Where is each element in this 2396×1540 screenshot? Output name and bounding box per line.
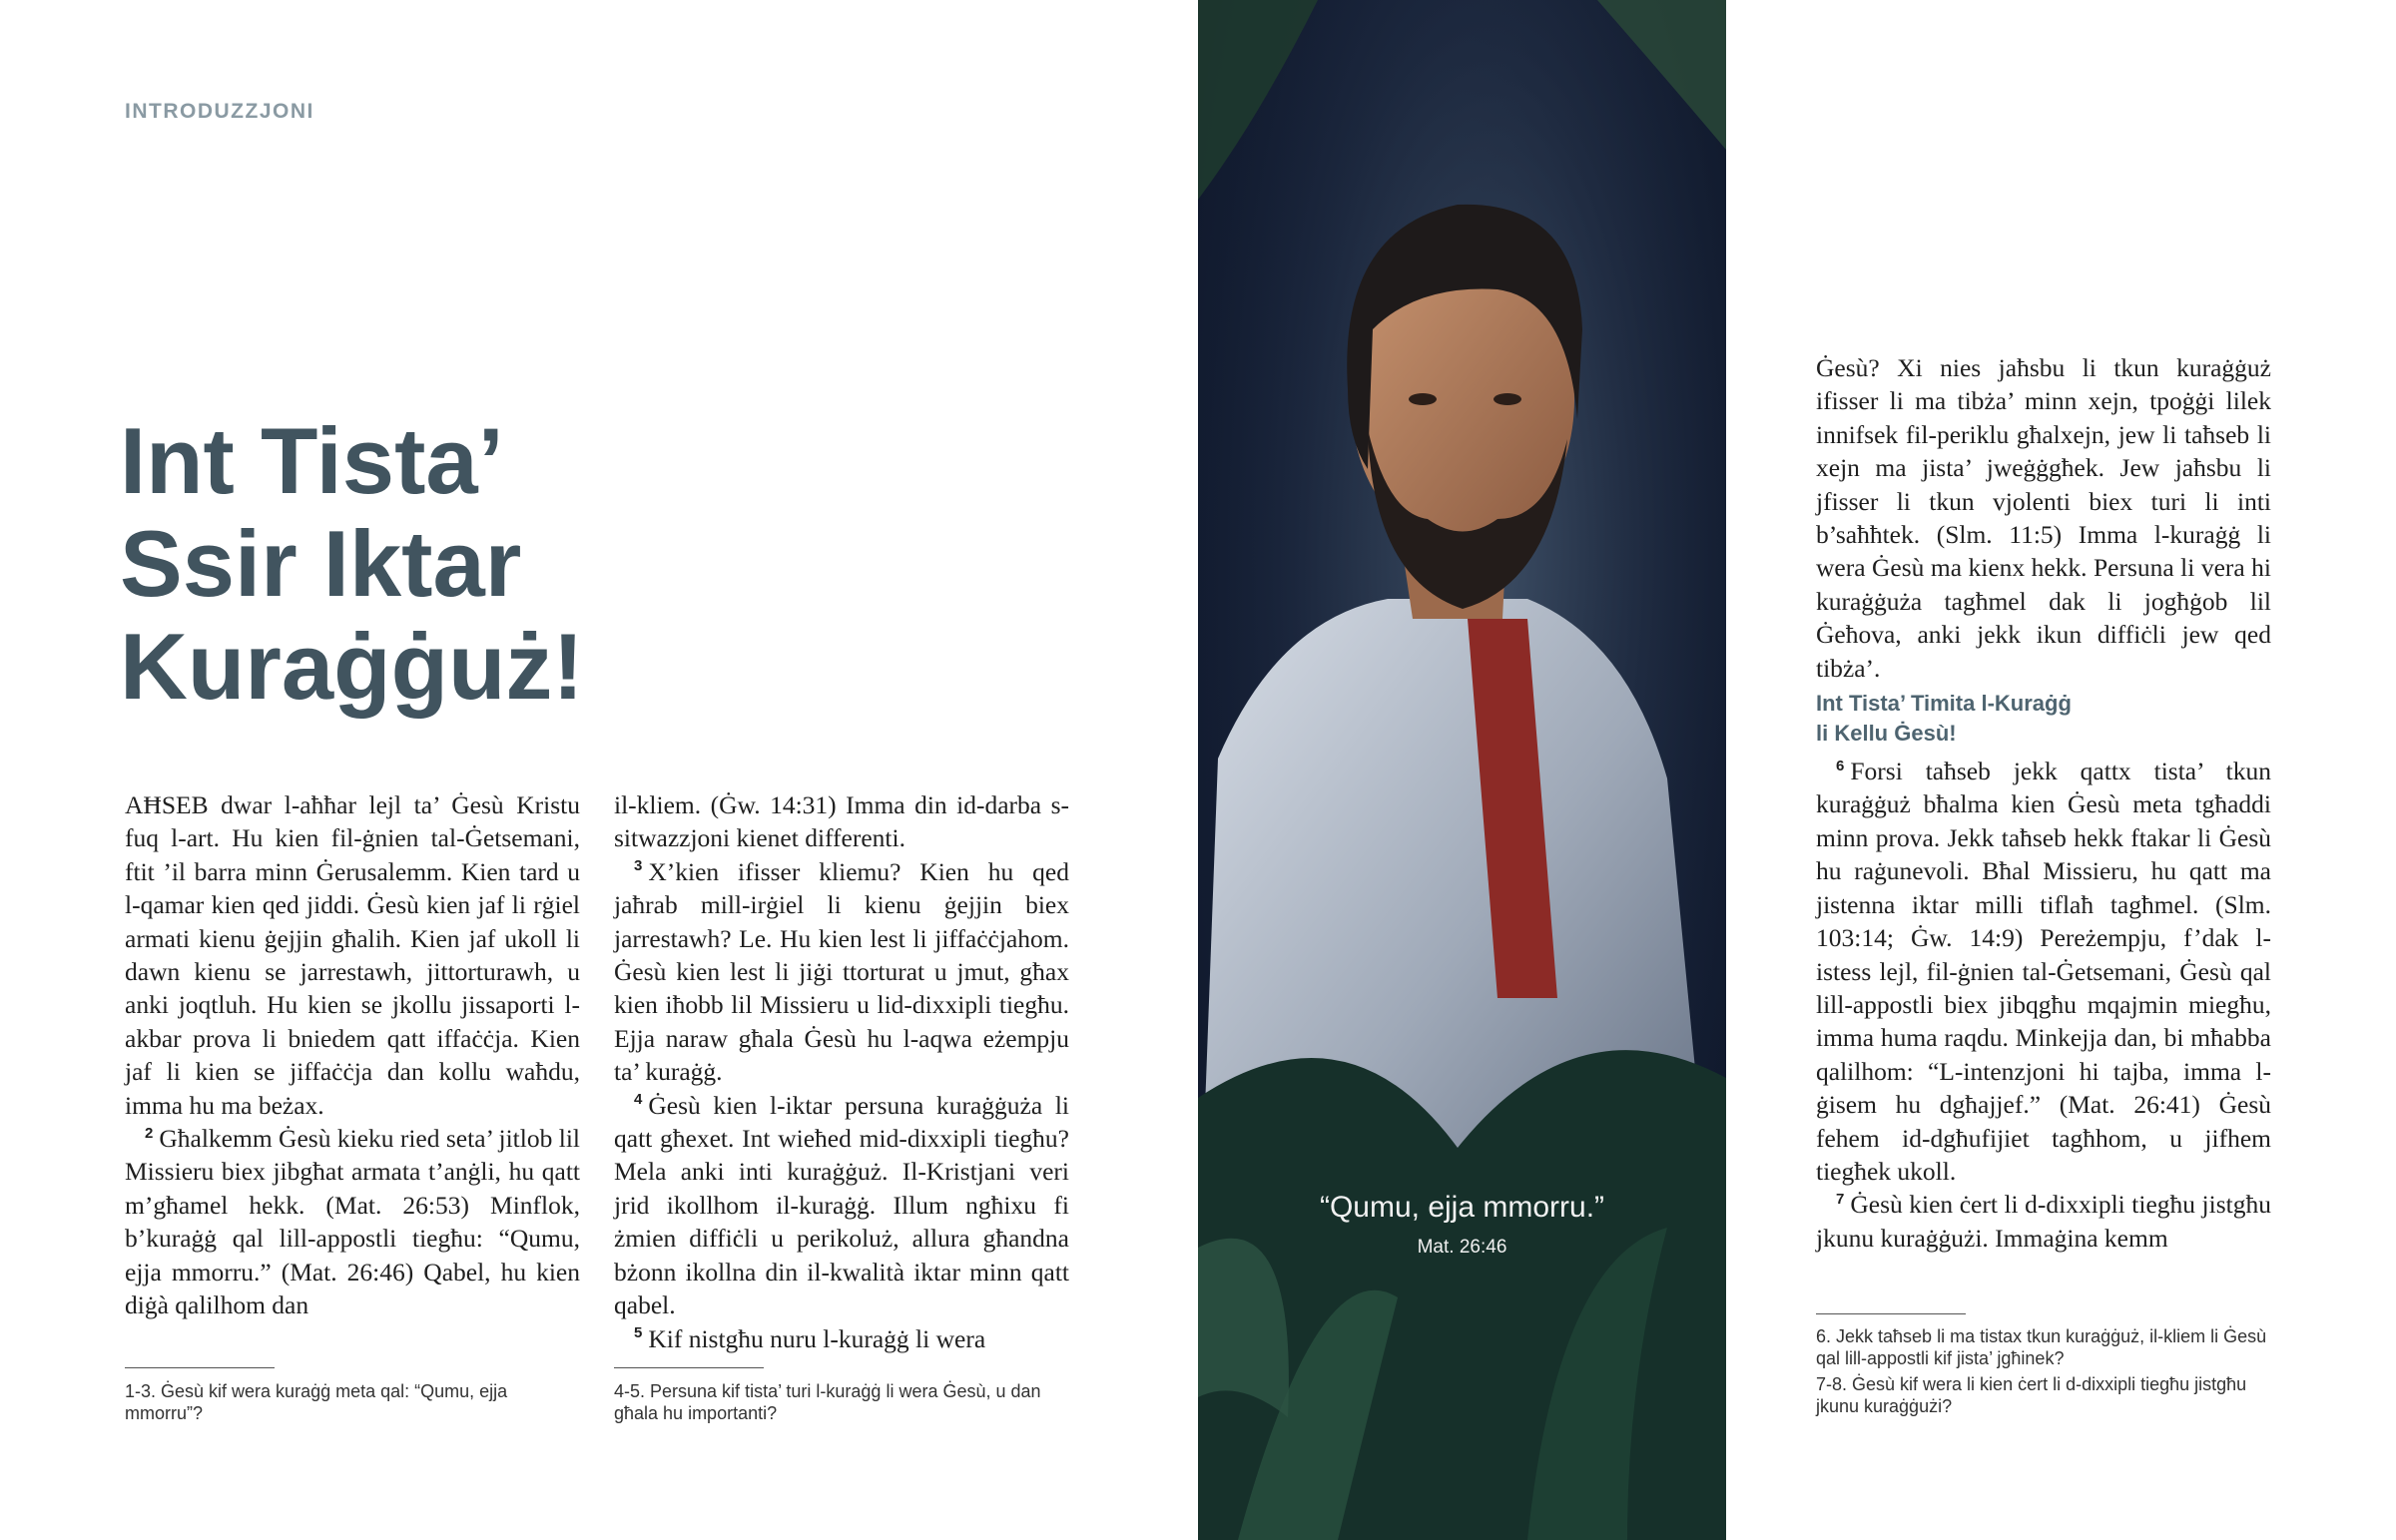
illustration-caption [1198,1191,1726,1259]
paragraph-2: $^2$ Għalkemm Ġesù kieku ried seta’ jitlob lil Missieru biex jibgħat armata t’anġli, hu qatt m’għamel hekk. (Mat. 26:53) Minflok, b’kuraġġ qal lill-appostli tiegħu: “Qumu, ejja mmorru.” (Mat. 26:46) Qabel, hu kien diġà qalilhom dan [125,1124,580,1320]
text-column-2 [614,788,1069,1355]
footnote-rule [1816,1313,1966,1314]
footnote-7-8: 7-8. Ġesù kif wera li kien ċert li d-dixxipli tiegħu jistgħu jkunu kuraġġużi? [1816,1374,2247,1416]
paragraph-7: $^7$ Ġesù kien ċert li d-dixxipli tiegħu jistgħu jkunu kuraġġużi. Immaġina kemm [1816,1190,2271,1253]
jesus-illustration [1198,0,1726,1540]
footnote-4-5: 4-5. Persuna kif tista’ turi l-kuraġġ li wera Ġesù, u dan għala hu importanti? [614,1381,1041,1423]
paragraph-6: $^6$ Forsi taħseb jekk qattx tista’ tkun kuraġġuż bħalma kien Ġesù meta tgħaddi minn prova. Jekk taħseb hekk ftakar li Ġesù hu raġunevoli. Bħal Missieru, hu qatt ma jistenna iktar milli tiflaħ tagħmel. (Slm. 103:14; Ġw. 14:9) Pereżempju, f’dak l-istess lejl, fil-ġnien tal-Ġetsemani, Ġesù qal lill-appostli biex jibqgħu mqajmin miegħu, imma huma raqdu. Minkejja dan, bi mħabba qalilhom: “L-intenzjoni hi tajba, imma l-ġisem hu dgħajjef.” (Mat. 26:41) Ġesù fehem id-dgħufijiet tagħhom, u jifhem tiegħek ukoll. [1816,757,2271,1186]
paragraph-continued: il-kliem. (Ġw. 14:31) Imma din id-darba s-sitwazzjoni kienet differenti. [614,790,1069,853]
title-line: Int Tista’ [120,408,504,513]
text-column-1 [125,788,580,1322]
paragraph-5: $^5$ Kif nistgħu nuru l-kuraġġ li wera [634,1323,986,1353]
section-kicker: INTRODUZZJONI [125,100,314,123]
paragraph-continued: Ġesù? Xi nies jaħsbu li tkun kuraġġuż ifisser li ma tibża’ minn xejn, tpoġġi lilek innifsek fil-periklu għalxejn, jew li taħseb li xejn ma jista’ jweġġgħek. Jew jaħsbu li jfisser li tkun vjolenti biex turi li inti b’saħħtek. (Slm. 11:5) Imma l-kuraġġ li wera Ġesù ma kienx hekk. Persuna li vera hi kuraġġuża tagħmel dak li jogħġob lil Ġeħova, anki jekk ikun diffiċli jew qed tibża’. [1816,353,2271,683]
caption-reference: Mat. 26:46 [1417,1237,1507,1258]
caption-quote: “Qumu, ejja mmorru.” [1319,1191,1605,1224]
illustration-drawing [1198,0,1726,1540]
paragraph-number: 3 [634,857,643,875]
paragraph-number: 2 [145,1124,154,1142]
footnote-rule [614,1367,764,1368]
title-line: Kuraġġuż! [120,614,584,719]
footnote-6: 6. Jekk taħseb li ma tistax tkun kuraġġuż, il-kliem li Ġesù qal lill-appostli kif jista’ jgħinek? [1816,1326,2267,1368]
paragraph-number: 7 [1836,1190,1845,1208]
text-column-3 [1816,351,2271,1255]
paragraph-1: AĦSEB dwar l-aħħar lejl ta’ Ġesù Kristu fuq l-art. Hu kien fil-ġnien tal-Ġetsemani, ftit ’il barra minn Ġerusalemm. Kien tard u l-qamar kien qed jiddi. Ġesù kien jaf li rġiel armati kienu ġejjin għalih. Kien jaf ukoll li dawn kienu se jarrestawh, jittorturawh, u anki joqtluh. Hu kien se jkollu jissaporti l-akbar prova li bniedem qatt iffaċċja. Kien jaf li kien se jiffaċċja dan kollu waħdu, imma hu ma beżax. [125,790,580,1120]
paragraph-number: 4 [634,1091,643,1109]
paragraph-number: 5 [634,1324,643,1341]
article-title [120,409,679,718]
section-subheading: Int Tista’ Timita l-Kuraġġ li Kellu Ġesù! [1816,691,2072,747]
title-line: Ssir Iktar [120,511,522,616]
footnotes-6-8 [1816,1325,2271,1421]
paragraph-4: $^4$ Ġesù kien l-iktar persuna kuraġġuża li qatt għexet. Int wieħed mid-dixxipli tiegħu? Mela anki inti kuraġġuż. Il-Kristjani veri jrid ikollhom il-kuraġġ. Illum ngħixu fi żmien diffiċli u perikoluż, allura għandna bżonn ikollna din il-kwalità iktar minn qatt qabel. [614,1090,1069,1320]
paragraph-number: 6 [1836,757,1845,774]
footnote-rule [125,1367,275,1368]
paragraph-3: $^3$ X’kien ifisser kliemu? Kien hu qed jaħrab mill-irġiel li kienu ġejjin biex jarrestawh? Le. Hu kien lest li jiffaċċjahom. Ġesù kien lest li jiġi ttorturat u jmut, għax kien iħobb lil Missieru u lid-dixxipli tiegħu. Ejja naraw għala Ġesù hu l-aqwa eżempju ta’ kuraġġ. [614,856,1069,1087]
footnote-1-3: 1-3. Ġesù kif wera kuraġġ meta qal: “Qumu, ejja mmorru”? [125,1381,508,1423]
